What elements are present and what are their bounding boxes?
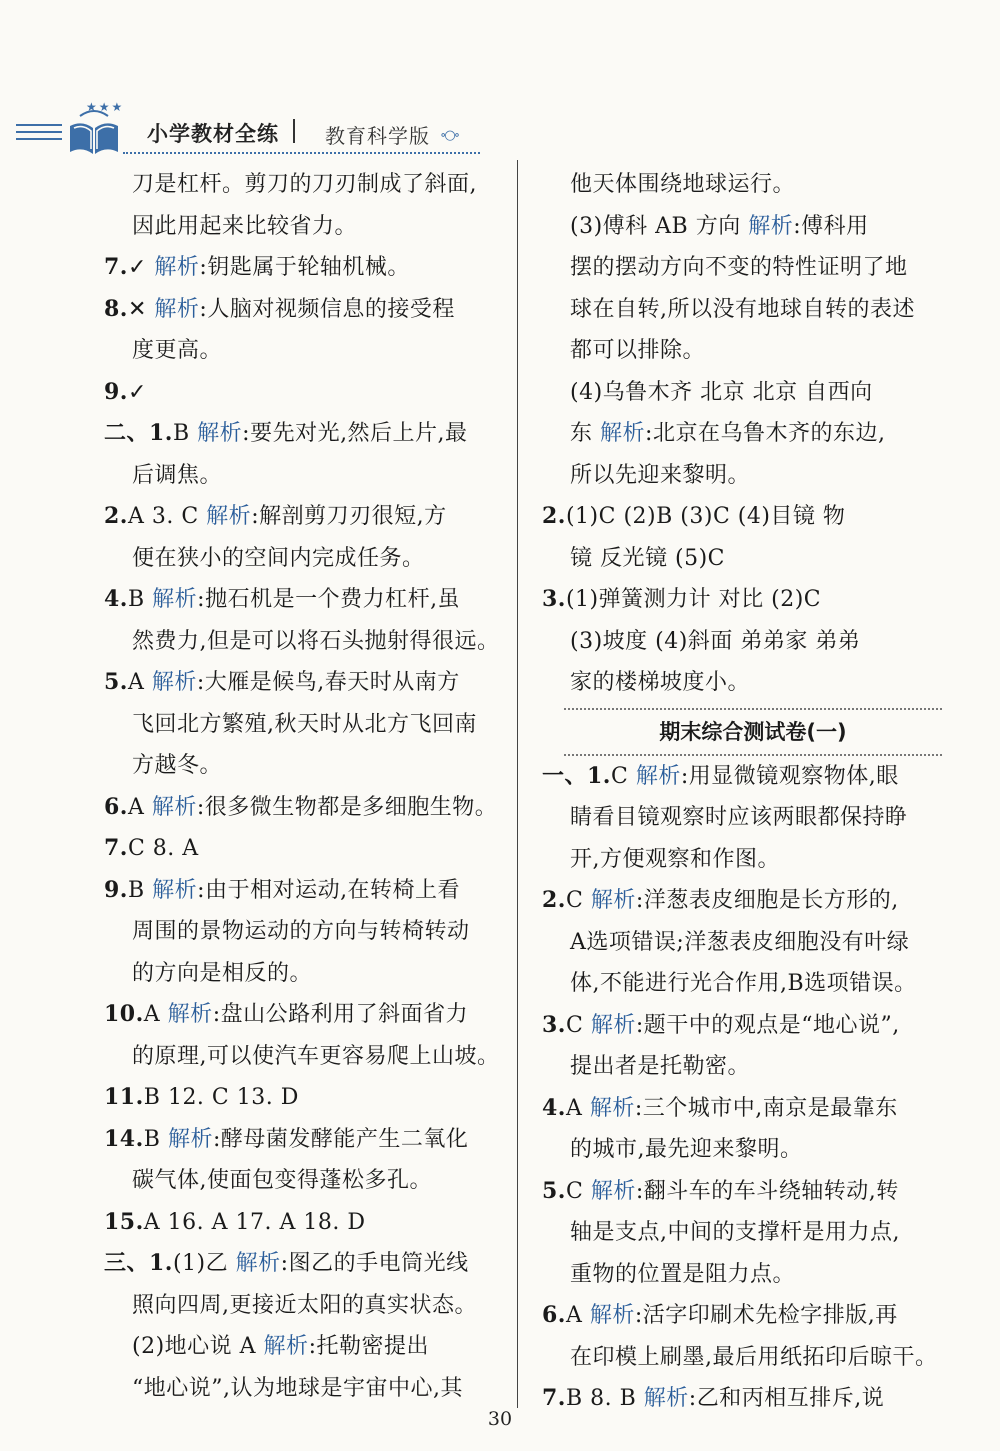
answer-text: 体,不能进行光合作用,B选项错误。 [570, 971, 917, 996]
answer-line [542, 413, 952, 455]
answer-line [104, 330, 504, 372]
answer-text: B 8. B [565, 1386, 637, 1411]
answer-line [542, 880, 952, 922]
answer-line [104, 1285, 504, 1327]
answer-text: C [565, 1178, 584, 1204]
answer-line [542, 1005, 952, 1047]
right-column [542, 164, 952, 1420]
analysis-text: :解剖剪刀刃很短,方 [251, 504, 447, 529]
analysis-text: :傅科用 [793, 213, 869, 239]
answer-text: 他天体围绕地球运行。 [570, 172, 796, 197]
answer-line [542, 330, 952, 372]
answer-text: 碳气体,使面包变得蓬松多孔。 [132, 1168, 432, 1193]
answer-text: A 16. A 17. A 18. D [143, 1209, 366, 1235]
answer-line [104, 953, 504, 995]
analysis-text: :题干中的观点是“地心说”, [635, 1012, 900, 1038]
answer-line [542, 206, 952, 248]
analysis-label: 解析 [590, 1178, 636, 1204]
answer-line [104, 372, 504, 414]
answer-line [104, 289, 504, 331]
answer-text: B [127, 877, 145, 903]
analysis-text: :乙和丙相互排斥,说 [688, 1386, 885, 1411]
answer-text: 提出者是托勒密。 [570, 1054, 751, 1079]
answer-line [104, 870, 504, 912]
answer-text: 所以先迎来黎明。 [570, 462, 751, 488]
answer-text: 因此用起来比较省力。 [132, 213, 358, 239]
section-title: 期末综合测试卷(一) [564, 708, 942, 756]
analysis-text: :钥匙属于轮轴机械。 [199, 255, 410, 280]
question-number: 6. [542, 1302, 566, 1328]
answer-line [542, 164, 952, 206]
analysis-label: 解析 [635, 763, 681, 789]
analysis-label: 解析 [600, 421, 646, 446]
answer-text: 后调焦。 [132, 462, 223, 488]
header-rule [123, 152, 480, 154]
answer-line [542, 1088, 952, 1130]
question-number: 5. [104, 669, 128, 695]
page-number: 30 [487, 1408, 513, 1430]
answer-line [542, 662, 952, 704]
answer-text: 轴是支点,中间的支撑杆是用力点, [570, 1220, 900, 1245]
answer-line [104, 579, 504, 621]
question-number: 7. [542, 1385, 566, 1411]
answer-text: A [143, 1002, 161, 1027]
answer-line [104, 496, 504, 538]
analysis-label: 解析 [206, 504, 252, 529]
answer-line [104, 745, 504, 787]
answer-text: 摆的摆动方向不变的特性证明了地 [570, 255, 908, 280]
answer-text: C [565, 1012, 584, 1038]
answer-text: (1)乙 [172, 1251, 229, 1276]
header-separator [293, 119, 295, 143]
question-number: 9. [104, 378, 128, 405]
analysis-label: 解析 [643, 1386, 689, 1411]
answer-line [542, 538, 952, 580]
analysis-label: 解析 [589, 1303, 635, 1328]
answer-text: 飞回北方繁殖,秋天时从北方飞回南 [132, 711, 477, 737]
analysis-text: :人脑对视频信息的接受程 [199, 296, 455, 322]
answer-text: (4)乌鲁木齐 北京 北京 自西向 [570, 379, 873, 405]
question-number: 11. [104, 1084, 144, 1110]
answer-text: 球在自转,所以没有地球自转的表述 [570, 296, 915, 322]
analysis-label: 解析 [151, 670, 197, 695]
analysis-label: 解析 [154, 255, 200, 280]
analysis-label: 解析 [197, 421, 243, 446]
answer-line [104, 1202, 504, 1244]
answer-text: C [565, 888, 584, 913]
analysis-label: 解析 [235, 1251, 281, 1276]
answer-text: 刀是杠杆。剪刀的刀刃制成了斜面, [132, 172, 477, 197]
analysis-label: 解析 [154, 296, 200, 322]
answer-text: 在印模上刷墨,最后用纸拓印后晾干。 [570, 1344, 938, 1370]
analysis-text: :要先对光,然后上片,最 [242, 421, 468, 446]
analysis-text: :北京在乌鲁木齐的东边, [645, 421, 886, 446]
answer-text: B 12. C 13. D [143, 1085, 299, 1110]
answer-text: A选项错误;洋葱表皮细胞没有叶绿 [570, 929, 910, 955]
answer-text: 的城市,最先迎来黎明。 [570, 1137, 803, 1162]
answer-line [542, 247, 952, 289]
answer-text: C 8. A [127, 836, 199, 861]
answer-line [104, 1243, 504, 1285]
answer-text: 开,方便观察和作图。 [570, 846, 780, 872]
answer-text: 然费力,但是可以将石头抛射得很远。 [132, 628, 500, 654]
analysis-label: 解析 [590, 888, 636, 913]
answer-line [104, 1077, 504, 1119]
answer-text: A [127, 670, 145, 695]
answer-text: 周围的景物运动的方向与转椅转动 [132, 919, 470, 944]
answer-text: 照向四周,更接近太阳的真实状态。 [132, 1292, 477, 1318]
answer-line [104, 206, 504, 248]
analysis-label: 解析 [151, 794, 197, 820]
answer-text: A 3. C [127, 504, 199, 529]
analysis-label: 解析 [167, 1002, 213, 1027]
answer-line [542, 797, 952, 839]
analysis-text: :图乙的手电筒光线 [280, 1251, 469, 1276]
answer-line [542, 963, 952, 1005]
answer-text: 的原理,可以使汽车更容易爬上山坡。 [132, 1043, 500, 1069]
answer-line [104, 994, 504, 1036]
answer-line [104, 1119, 504, 1161]
answer-line [104, 455, 504, 497]
analysis-text: :大雁是候鸟,春天时从南方 [196, 670, 460, 695]
analysis-text: :三个城市中,南京是最靠东 [634, 1095, 898, 1121]
answer-text: (2)地心说 A [132, 1334, 257, 1359]
answer-line [104, 704, 504, 746]
answer-text: A [127, 794, 145, 820]
question-number: 3. [542, 586, 566, 612]
answer-text: 都可以排除。 [570, 338, 706, 363]
answer-line [104, 247, 504, 289]
answer-line [542, 372, 952, 414]
answer-line [542, 1046, 952, 1088]
question-number: 2. [542, 503, 566, 529]
answer-text: 便在狭小的空间内完成任务。 [132, 545, 425, 571]
answer-text: ✓ [127, 255, 147, 280]
header-decor-lines [16, 124, 62, 145]
question-number: 4. [104, 586, 128, 612]
analysis-label: 解析 [167, 1126, 213, 1152]
analysis-label: 解析 [152, 587, 198, 612]
answer-line [542, 289, 952, 331]
answer-line [104, 787, 504, 829]
analysis-text: :翻斗车的车斗绕轴转动,转 [635, 1178, 899, 1204]
answer-line [542, 1337, 952, 1379]
answer-line [542, 1171, 952, 1213]
answer-line [104, 1326, 504, 1368]
answer-line [542, 1212, 952, 1254]
answer-text: (3)傅科 AB 方向 [570, 213, 741, 239]
analysis-text: :酵母菌发酵能产生二氧化 [212, 1126, 469, 1152]
header-dots-decor: ∘○∘ [440, 128, 459, 143]
analysis-label: 解析 [748, 213, 794, 239]
answer-text: B [172, 421, 190, 446]
answer-line [542, 1129, 952, 1171]
answer-text: ✕ [127, 296, 147, 322]
answer-text: C [610, 763, 629, 789]
answer-text: A [565, 1303, 583, 1328]
answer-line [542, 1295, 952, 1337]
analysis-text: :活字印刷术先检字排版,再 [634, 1303, 898, 1328]
analysis-text: :托勒密提出 [308, 1334, 429, 1359]
left-column [104, 164, 504, 1409]
answer-text: B [143, 1126, 161, 1152]
answer-line [542, 839, 952, 881]
answer-line [104, 413, 504, 455]
answer-line [542, 922, 952, 964]
question-number: 6. [104, 793, 128, 820]
answer-text: (1)弹簧测力计 对比 (2)C [565, 587, 822, 612]
analysis-text: :洋葱表皮细胞是长方形的, [635, 888, 899, 913]
answer-line [542, 756, 952, 798]
answer-line [104, 1160, 504, 1202]
answer-line [542, 1254, 952, 1296]
answer-line [104, 538, 504, 580]
analysis-label: 解析 [263, 1334, 309, 1359]
question-number: 7. [104, 835, 128, 861]
answer-line [104, 164, 504, 206]
answer-text: (3)坡度 (4)斜面 弟弟家 弟弟 [570, 628, 861, 654]
analysis-text: :盘山公路利用了斜面省力 [212, 1002, 469, 1027]
question-number: 9. [104, 876, 128, 903]
answer-text: B [127, 587, 145, 612]
answer-line [104, 621, 504, 663]
answer-text: 睛看目镜观察时应该两眼都保持睁 [570, 805, 908, 830]
answer-text: 度更高。 [132, 338, 223, 363]
book-icon [64, 100, 124, 160]
question-number: 2. [104, 503, 128, 529]
question-number: 三、1. [104, 1250, 173, 1276]
question-number: 3. [542, 1011, 566, 1038]
answer-line [104, 1368, 504, 1410]
column-divider [517, 160, 518, 1408]
analysis-text: :由于相对运动,在转椅上看 [197, 877, 461, 903]
answer-line [104, 911, 504, 953]
answer-text: (1)C (2)B (3)C (4)目镜 物 [565, 504, 846, 529]
question-number: 4. [542, 1094, 566, 1121]
answer-line [542, 621, 952, 663]
question-number: 15. [104, 1208, 144, 1235]
analysis-text: :用显微镜观察物体,眼 [680, 763, 899, 789]
answer-line [542, 579, 952, 621]
analysis-label: 解析 [589, 1095, 635, 1121]
question-number: 2. [542, 887, 566, 913]
star-icon: ★★★ [86, 100, 125, 114]
answer-line [104, 662, 504, 704]
answer-text: 重物的位置是阻力点。 [570, 1261, 796, 1287]
answer-text: 家的楼梯坡度小。 [570, 670, 751, 695]
analysis-label: 解析 [152, 877, 198, 903]
analysis-label: 解析 [590, 1012, 636, 1038]
answer-text: “地心说”,认为地球是宇宙中心,其 [132, 1375, 463, 1401]
answer-text: ✓ [127, 379, 147, 405]
question-number: 5. [542, 1177, 566, 1204]
answer-line [104, 828, 504, 870]
answer-line [104, 1036, 504, 1078]
series-title: 小学教材全练 [147, 122, 279, 146]
question-number: 8. [104, 295, 128, 322]
question-number: 一、1. [542, 762, 611, 789]
answer-text: 镜 反光镜 (5)C [570, 545, 725, 571]
page-header [0, 0, 1000, 165]
question-number: 14. [104, 1125, 144, 1152]
answer-text: 东 [570, 421, 593, 446]
answer-text: 的方向是相反的。 [132, 960, 313, 986]
edition-label: 教育科学版 [325, 124, 430, 148]
answer-text: A [565, 1095, 583, 1121]
question-number: 10. [104, 1001, 144, 1027]
question-number: 7. [104, 254, 128, 280]
answer-line [542, 496, 952, 538]
analysis-text: :很多微生物都是多细胞生物。 [196, 794, 498, 820]
question-number: 二、1. [104, 420, 173, 446]
answer-text: 方越冬。 [132, 753, 223, 778]
analysis-text: :抛石机是一个费力杠杆,虽 [197, 587, 461, 612]
answer-line [542, 455, 952, 497]
